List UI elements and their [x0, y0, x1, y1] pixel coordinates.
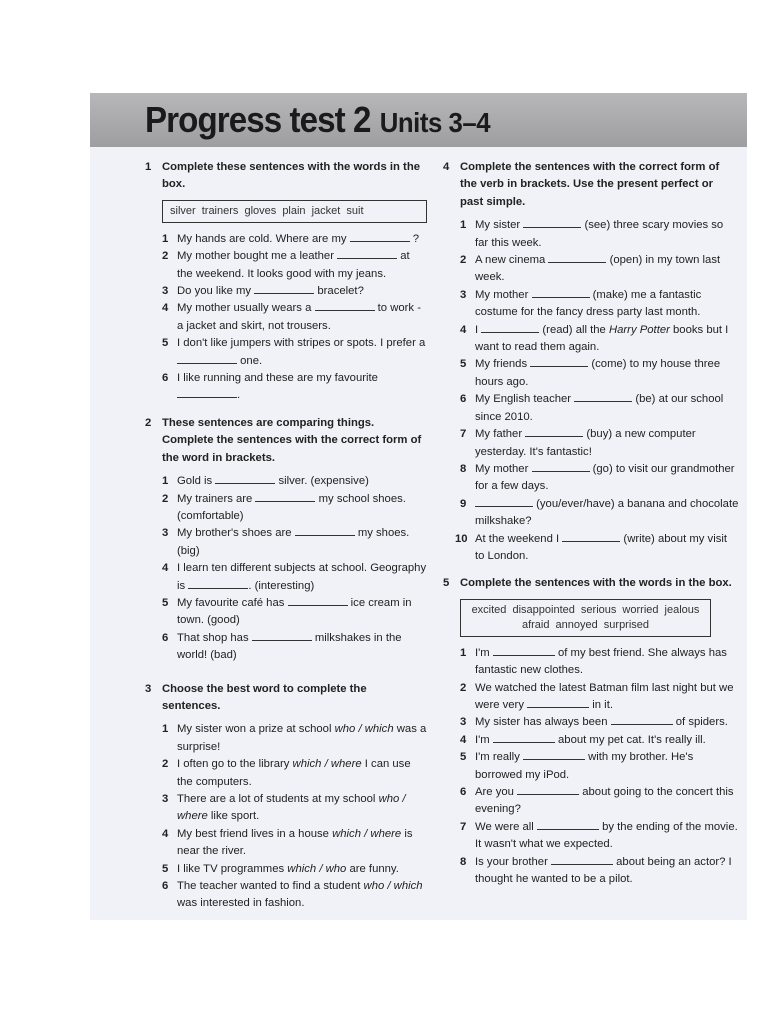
item-text: My mother (go) to visit our grandmother for a few days.: [475, 462, 735, 493]
item-text: I like TV programmes which / who are funny.: [177, 862, 399, 875]
item-number: 5: [162, 337, 169, 350]
item-text: The teacher wanted to find a student who / which was interested in fashion.: [177, 880, 423, 910]
answer-gap[interactable]: [350, 231, 410, 242]
item-text: I'm really with my brother. He's borrowed my iPod.: [475, 751, 694, 781]
section-number: 3: [145, 682, 152, 695]
exercise-item: [443, 496, 739, 531]
answer-gap[interactable]: [517, 784, 579, 795]
answer-gap[interactable]: [493, 645, 555, 656]
section-instruction: [145, 681, 427, 716]
title-banner: [90, 93, 747, 147]
answer-gap[interactable]: [525, 426, 583, 437]
exercise-item: [145, 335, 427, 370]
item-number: 6: [162, 880, 169, 893]
item-text: My sister (see) three scary movies so far this week.: [475, 219, 724, 249]
answer-gap[interactable]: [527, 697, 589, 708]
item-number: 3: [162, 527, 169, 540]
item-number: 3: [460, 288, 467, 301]
section-2: [145, 415, 427, 665]
section-5: [443, 575, 739, 888]
section-instruction: [443, 159, 739, 211]
exercise-item: [145, 231, 427, 248]
title-text: Progress test 2: [145, 99, 371, 140]
exercise-item: [443, 322, 739, 357]
item-text: My friends (come) to my house three hours ago.: [475, 358, 721, 388]
item-list: [145, 473, 427, 664]
item-number: 4: [460, 733, 467, 746]
right-column: [443, 159, 739, 898]
item-text: My hands are cold. Where are my ?: [177, 232, 420, 245]
item-number: 9: [460, 497, 467, 510]
item-number: 10: [455, 532, 468, 545]
exercise-item: [443, 391, 739, 426]
left-column: [145, 159, 427, 920]
item-list: [443, 217, 739, 565]
exercise-item: [443, 819, 739, 854]
item-text: My English teacher (be) at our school since 2010.: [475, 393, 724, 423]
item-text: My sister has always been of spiders.: [475, 716, 728, 729]
section-3: [145, 681, 427, 913]
item-text: I like running and these are my favourite .: [177, 372, 378, 402]
item-text: My sister won a prize at school who / which was a surprise!: [177, 723, 427, 753]
section-4: [443, 159, 739, 565]
answer-gap[interactable]: [252, 630, 312, 641]
item-text: I'm about my pet cat. It's really ill.: [475, 733, 706, 746]
answer-gap[interactable]: [337, 248, 397, 259]
exercise-item: [145, 826, 427, 861]
item-number: 2: [460, 681, 467, 694]
item-number: 3: [162, 793, 169, 805]
answer-gap[interactable]: [177, 387, 237, 398]
exercise-item: [145, 283, 427, 300]
item-number: 2: [460, 254, 467, 267]
item-number: 2: [162, 250, 169, 263]
instruction-text: Complete the sentences with the words in the box.: [460, 577, 732, 590]
answer-gap[interactable]: [523, 749, 585, 760]
item-number: 7: [460, 820, 467, 833]
item-number: 6: [162, 372, 169, 385]
answer-gap[interactable]: [215, 473, 275, 484]
item-list: [145, 721, 427, 912]
answer-gap[interactable]: [574, 391, 632, 402]
exercise-item: [145, 491, 427, 526]
exercise-item: [443, 854, 739, 889]
item-text: Do you like my bracelet?: [177, 285, 364, 298]
item-text: My father (buy) a new computer yesterday. It's fantastic!: [475, 428, 696, 458]
exercise-item: [443, 461, 739, 496]
item-text: That shop has milkshakes in the world! (bad): [177, 631, 402, 662]
exercise-item: [443, 531, 739, 566]
answer-gap[interactable]: [551, 854, 613, 865]
word-box: silver trainers gloves plain jacket suit: [162, 200, 427, 223]
item-text: I learn ten different subjects at school. Geography is . (interesting): [177, 562, 427, 592]
answer-gap[interactable]: [611, 714, 673, 725]
page-title: [145, 99, 491, 140]
item-text: There are a lot of students at my school who / where like sport.: [177, 793, 406, 823]
item-number: 1: [162, 475, 169, 488]
answer-gap[interactable]: [493, 732, 555, 743]
item-text: Are you about going to the concert this evening?: [475, 786, 734, 816]
item-text: My brother's shoes are my shoes. (big): [177, 527, 410, 557]
instruction-text: Complete the sentences with the correct form of the verb in brackets. Use the present perfect or past simple.: [460, 161, 720, 208]
answer-gap[interactable]: [532, 461, 590, 472]
answer-gap[interactable]: [177, 353, 237, 364]
item-text: At the weekend I (write) about my visit to London.: [475, 532, 728, 562]
item-number: 5: [162, 862, 169, 875]
item-list: [145, 231, 427, 405]
exercise-item: [443, 749, 739, 784]
answer-gap[interactable]: [481, 322, 539, 333]
item-number: 4: [162, 827, 169, 840]
item-text: A new cinema (open) in my town last week.: [475, 254, 721, 284]
item-number: 3: [460, 716, 467, 729]
item-number: 4: [162, 302, 169, 315]
exercise-item: [145, 630, 427, 665]
answer-gap[interactable]: [548, 252, 606, 263]
item-number: 6: [162, 631, 169, 644]
section-number: 2: [145, 416, 152, 429]
item-text: I often go to the library which / where I can use the computers.: [177, 758, 411, 788]
item-text: We watched the latest Batman film last night but we were very in it.: [475, 681, 734, 711]
units-subtitle: Units 3–4: [379, 107, 491, 138]
exercise-item: [145, 721, 427, 756]
item-number: 1: [162, 723, 169, 736]
answer-gap[interactable]: [254, 283, 314, 294]
answer-gap[interactable]: [288, 595, 348, 606]
item-number: 4: [162, 562, 169, 575]
exercise-item: [145, 861, 427, 878]
answer-gap[interactable]: [532, 287, 590, 298]
item-number: 5: [460, 358, 467, 371]
answer-gap[interactable]: [562, 531, 620, 542]
exercise-item: [145, 370, 427, 405]
exercise-item: [443, 217, 739, 252]
item-text: My trainers are my school shoes. (comfortable): [177, 492, 406, 522]
item-number: 8: [460, 855, 467, 868]
section-1: [145, 159, 427, 405]
item-text: My mother bought me a leather at the weekend. It looks good with my jeans.: [177, 250, 410, 280]
exercise-item: [443, 356, 739, 391]
section-instruction: [145, 159, 427, 194]
exercise-item: [145, 791, 427, 826]
item-list: [443, 645, 739, 889]
answer-gap[interactable]: [475, 496, 533, 507]
instruction-text: These sentences are comparing things. Complete the sentences with the correct form of the word in brackets.: [162, 416, 422, 464]
section-number: 1: [145, 161, 152, 173]
item-text: Gold is silver. (expensive): [177, 475, 369, 488]
item-number: 1: [460, 219, 467, 232]
item-number: 7: [460, 428, 467, 441]
exercise-item: [443, 714, 739, 731]
answer-gap[interactable]: [530, 356, 588, 367]
exercise-item: [443, 732, 739, 749]
item-number: 1: [162, 232, 169, 245]
item-text: We were all by the ending of the movie. It wasn't what we expected.: [475, 820, 738, 851]
item-text: My favourite café has ice cream in town. (good): [177, 596, 412, 627]
item-text: My mother usually wears a to work - a jacket and skirt, not trousers.: [177, 302, 421, 332]
item-number: 6: [460, 786, 467, 798]
item-text: (you/ever/have) a banana and chocolate milkshake?: [475, 497, 739, 528]
item-number: 8: [460, 462, 467, 475]
exercise-item: [443, 287, 739, 322]
section-number: 4: [443, 161, 450, 173]
exercise-item: [443, 680, 739, 715]
answer-gap[interactable]: [255, 491, 315, 502]
answer-gap[interactable]: [295, 525, 355, 536]
exercise-item: [145, 560, 427, 595]
section-number: 5: [443, 577, 450, 590]
exercise-item: [443, 645, 739, 680]
answer-gap[interactable]: [188, 578, 248, 589]
item-number: 4: [460, 323, 467, 336]
item-text: My best friend lives in a house which / where is near the river.: [177, 827, 413, 858]
exercise-item: [145, 756, 427, 791]
instruction-text: Complete these sentences with the words in the box.: [162, 161, 420, 191]
exercise-item: [145, 595, 427, 630]
answer-gap[interactable]: [537, 819, 599, 830]
section-instruction: [443, 575, 739, 592]
item-text: I'm of my best friend. She always has fantastic new clothes.: [475, 646, 727, 677]
exercise-item: [145, 300, 427, 335]
exercise-item: [145, 525, 427, 560]
answer-gap[interactable]: [315, 300, 375, 311]
item-text: My mother (make) me a fantastic costume for the fancy dress party last month.: [475, 288, 702, 319]
item-number: 3: [162, 285, 169, 298]
word-box: excited disappointed serious worried jealous afraid annoyed surprised: [460, 599, 711, 637]
instruction-text: Choose the best word to complete the sentences.: [162, 682, 367, 712]
exercise-item: [443, 426, 739, 461]
exercise-item: [443, 784, 739, 819]
exercise-item: [145, 248, 427, 283]
item-number: 5: [460, 751, 467, 764]
worksheet-page: [90, 93, 747, 920]
item-text: I don't like jumpers with stripes or spots. I prefer a one.: [177, 337, 426, 367]
item-number: 2: [162, 758, 169, 771]
item-number: 6: [460, 393, 467, 406]
item-text: I (read) all the Harry Potter books but I want to read them again.: [475, 323, 729, 354]
item-number: 2: [162, 492, 169, 505]
item-text: Is your brother about being an actor? I thought he wanted to be a pilot.: [475, 855, 732, 886]
section-instruction: [145, 415, 427, 467]
item-number: 1: [460, 646, 467, 659]
exercise-item: [443, 252, 739, 287]
exercise-item: [145, 878, 427, 913]
answer-gap[interactable]: [523, 217, 581, 228]
item-number: 5: [162, 596, 169, 609]
exercise-item: [145, 473, 427, 490]
